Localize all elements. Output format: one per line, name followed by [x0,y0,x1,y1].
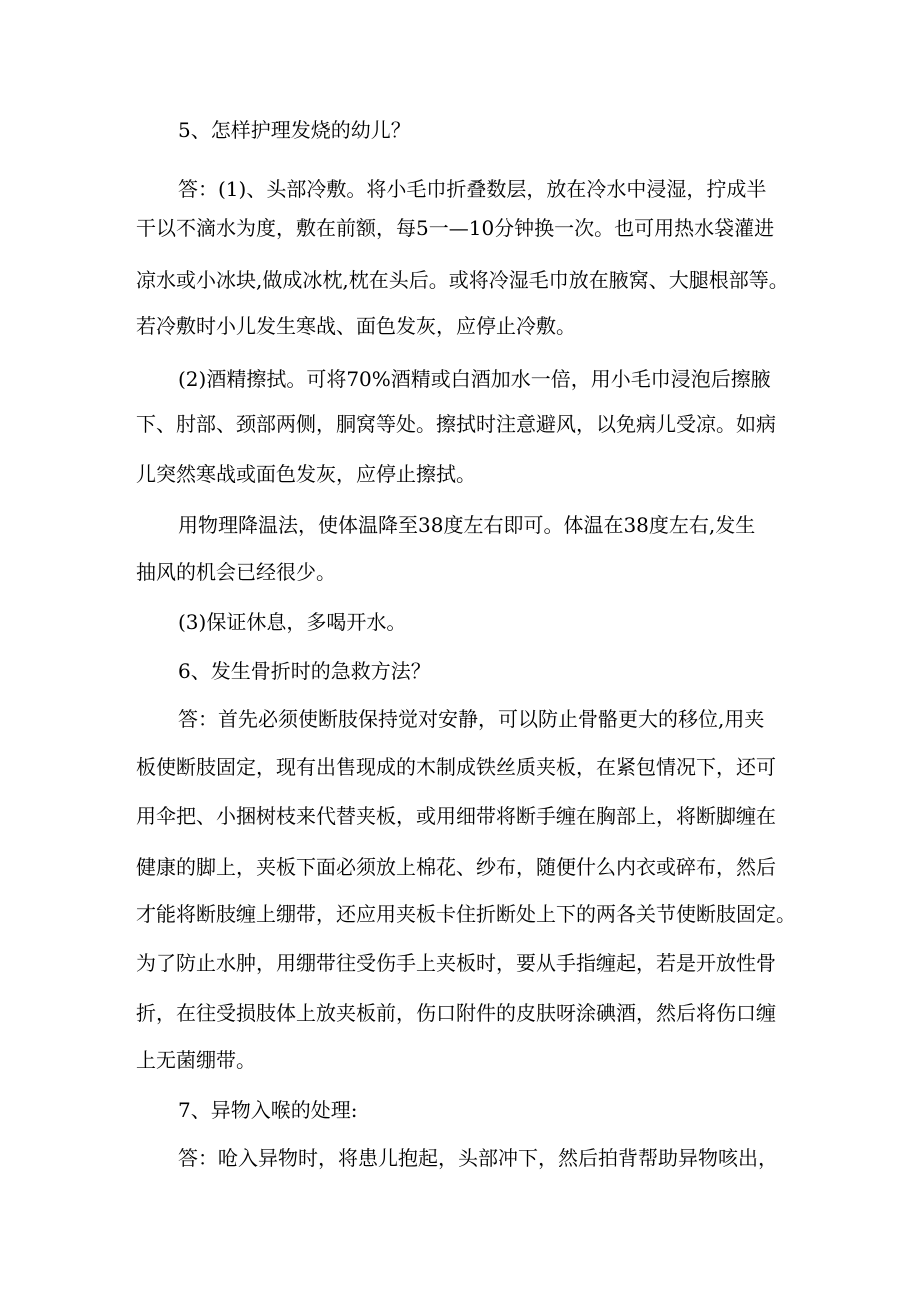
paragraph-line: 若冷敷时小儿发生寒战、面色发灰，应停止冷敷。 [136,314,576,338]
paragraph-line: 答：首先必须使断肢保持觉对安静，可以防止骨骼更大的移位,用夹 [178,707,765,731]
paragraph-line: 为了防止水肿，用绷带往受伤手上夹板时，要从手指缠起，若是开放性骨 [136,951,776,975]
paragraph-line: 板使断肢固定，现有出售现成的木制成铁丝质夹板，在紧包情况下，还可 [136,755,776,779]
paragraph-line: 儿突然寒战或面色发灰，应停止擦拭。 [136,462,476,486]
paragraph-line: 用物理降温法，使体温降至38度左右即可。体温在38度左右,发生 [178,513,756,537]
heading-q5: 5、怎样护理发烧的幼儿？ [178,118,411,142]
paragraph-line: 抽风的机会已经很少。 [136,560,336,584]
paragraph-line: 干以不滴水为度，敷在前额，每5一—10分钟换一次。也可用热水袋灌进 [136,216,775,240]
heading-q7: 7、异物入喉的处理: [178,1098,358,1122]
paragraph-line: 用伞把、小捆树枝来代替夹板，或用细带将断手缠在胸部上，将断脚缠在 [136,804,776,828]
paragraph-line: (3)保证休息，多喝开水。 [178,610,407,634]
paragraph-line: 上无菌绷带。 [136,1048,256,1072]
heading-q6: 6、发生骨折时的急救方法？ [178,659,431,683]
paragraph-line: 答：(1)、头部冷敷。将小毛巾折叠数层，放在冷水中浸湿，拧成半 [178,177,767,201]
paragraph-line: 凉水或小冰块,做成冰枕,枕在头后。或将冷湿毛巾放在腋窝、大腿根部等。 [136,268,789,292]
paragraph-line: 答：呛入异物时，将患儿抱起，头部冲下，然后拍背帮助异物咳出， [178,1146,778,1170]
paragraph-line: 才能将断肢缠上绷带，还应用夹板卡住折断处上下的两各关节使断肢固定。 [136,902,796,926]
paragraph-line: (2)酒精擦拭。可将70%酒精或白酒加水一倍，用小毛巾浸泡后擦腋 [178,367,771,391]
paragraph-line: 折，在往受损肢体上放夹板前，伤口附件的皮肤呀涂碘酒，然后将伤口缠 [136,1001,776,1025]
paragraph-line: 下、肘部、颈部两侧，胴窝等处。擦拭时注意避风，以免病儿受凉。如病 [136,412,776,436]
paragraph-line: 健康的脚上，夹板下面必须放上棉花、纱布，随便什么内衣或碎布，然后 [136,855,776,879]
